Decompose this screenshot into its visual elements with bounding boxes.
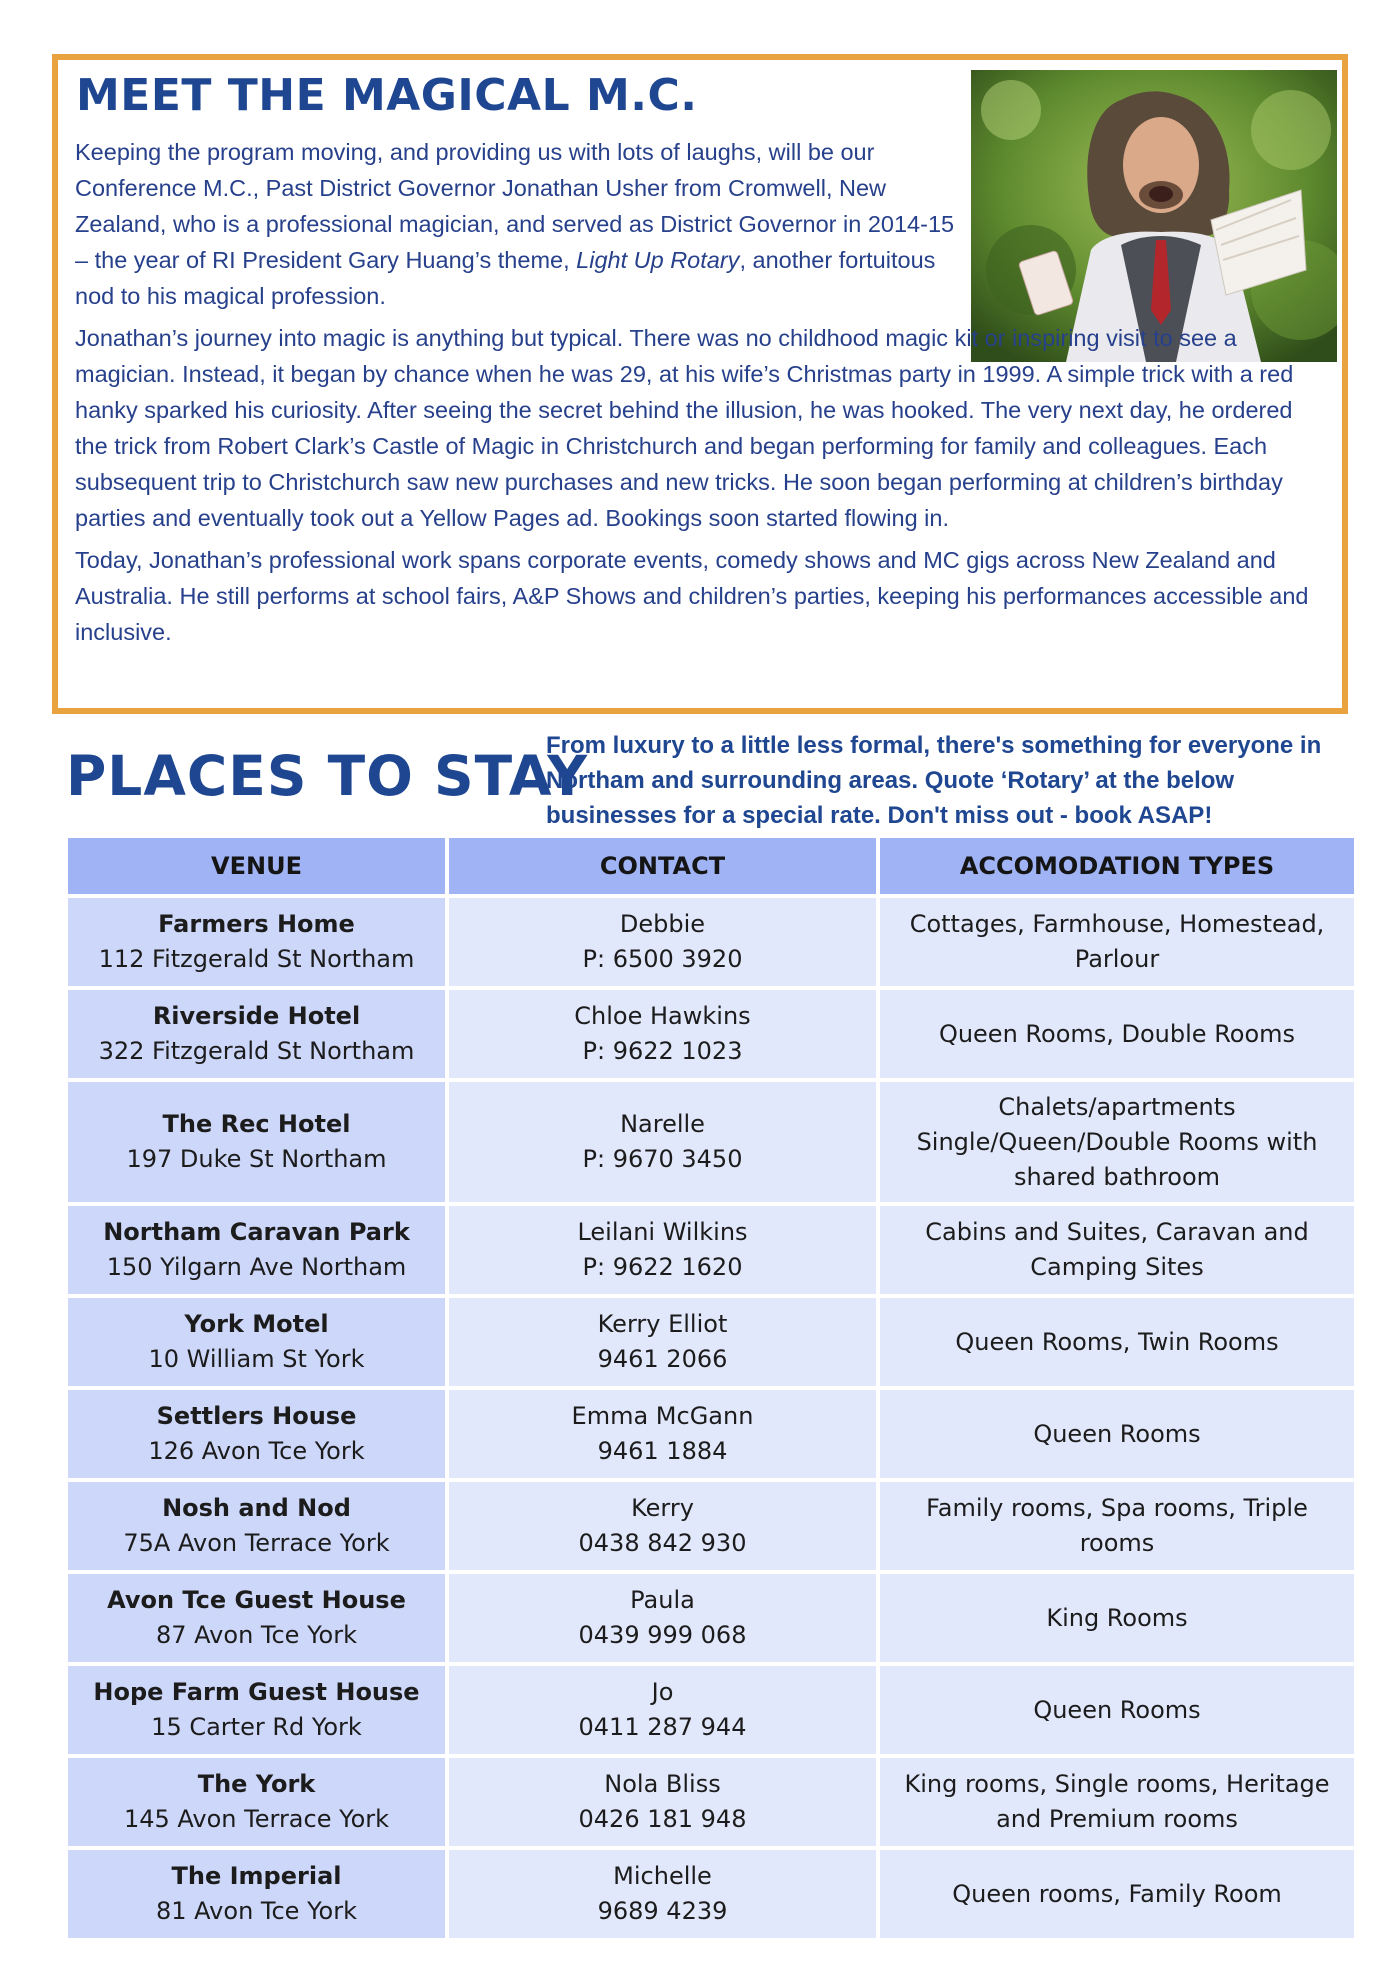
table-row: [68, 1082, 1354, 1202]
mc-p1-tail: , another fortuitous nod to his magical profession.: [75, 247, 936, 309]
contact-cell: [449, 1082, 876, 1202]
venue-cell: [68, 1850, 445, 1938]
contact-cell: [449, 1850, 876, 1938]
venue-address: 145 Avon Terrace York: [123, 1805, 390, 1833]
accommodation-type-line: Queen Rooms: [1033, 1419, 1201, 1448]
accommodation-type-line: Queen Rooms, Twin Rooms: [955, 1327, 1279, 1356]
table-row: [68, 1206, 1354, 1294]
mc-body: [75, 134, 1315, 650]
contact-phone: 0438 842 930: [578, 1529, 747, 1557]
contact-name: Nola Bliss: [604, 1770, 721, 1798]
venue-name: Northam Caravan Park: [103, 1218, 410, 1246]
venue-address: 87 Avon Tce York: [156, 1621, 357, 1649]
contact-name: Kerry: [631, 1494, 694, 1522]
table-row: [68, 1482, 1354, 1570]
venue-name: Farmers Home: [158, 910, 355, 938]
mc-paragraph-3: Today, Jonathan’s professional work spans corporate events, comedy shows and MC gigs across New Zealand and Australia. He still performs at school fairs, A&P Shows and children’s parties, keeping his performances accessible and inclusive.: [75, 547, 1309, 645]
venue-cell: [68, 1206, 445, 1294]
contact-phone: P: 9622 1023: [582, 1037, 743, 1065]
types-cell: [880, 1758, 1354, 1846]
venue-cell: [68, 1390, 445, 1478]
mc-paragraph-2: Jonathan’s journey into magic is anything but typical. There was no childhood magic kit or inspiring visit to see a magician. Instead, it began by chance when he was 29, at his wife’s Christmas party in 1999. A simple trick with a red hanky sparked his curiosity. After seeing the secret behind the illusion, he was hooked. The very next day, he ordered the trick from Robert Clark’s Castle of Magic in Christchurch and began performing for family and colleagues. Each subsequent trip to Christchurch saw new purchases and new tricks. He soon began performing at children’s birthday parties and eventually took out a Yellow Pages ad. Bookings soon started flowing in.: [75, 325, 1294, 531]
contact-phone: 9689 4239: [597, 1897, 728, 1925]
accommodation-type-line: and Premium rooms: [996, 1805, 1238, 1833]
types-cell: [880, 898, 1354, 986]
accommodation-type-line: shared bathroom: [1013, 1162, 1221, 1191]
contact-cell: [449, 1482, 876, 1570]
contact-cell: [449, 898, 876, 986]
contact-column-header: CONTACT: [449, 838, 876, 894]
accommodation-type-line: Parlour: [1074, 945, 1160, 973]
venue-address: 197 Duke St Northam: [126, 1145, 387, 1173]
venue-address: 81 Avon Tce York: [156, 1897, 357, 1925]
venue-address: 112 Fitzgerald St Northam: [98, 945, 415, 973]
mc-paragraph-1: [75, 134, 965, 314]
table-row: [68, 1758, 1354, 1846]
venue-cell: [68, 1298, 445, 1386]
venue-name: The Imperial: [171, 1862, 342, 1890]
accommodation-type-line: Queen rooms, Family Room: [952, 1879, 1282, 1908]
accommodation-type-line: Chalets/apartments: [998, 1092, 1236, 1121]
contact-name: Paula: [630, 1586, 695, 1614]
types-cell: [880, 1482, 1354, 1570]
accommodation-type-line: Camping Sites: [1030, 1253, 1204, 1281]
table-row: [68, 1850, 1354, 1938]
venue-name: Avon Tce Guest House: [107, 1586, 406, 1614]
mc-title: MEET THE MAGICAL M.C.: [76, 70, 698, 121]
table-row: [68, 898, 1354, 986]
accommodation-type-line: Queen Rooms, Double Rooms: [938, 1019, 1296, 1048]
venue-name: Nosh and Nod: [162, 1494, 351, 1522]
venue-cell: [68, 1574, 445, 1662]
accommodation-type-line: Single/Queen/Double Rooms with: [916, 1127, 1318, 1156]
contact-phone: 9461 2066: [597, 1345, 728, 1373]
accommodation-type-line: Cottages, Farmhouse, Homestead,: [909, 910, 1325, 938]
contact-cell: [449, 990, 876, 1078]
contact-phone: 9461 1884: [597, 1437, 728, 1465]
types-cell: [880, 1082, 1354, 1202]
venue-column-header: VENUE: [68, 838, 445, 894]
table-row: [68, 1390, 1354, 1478]
accommodation-type-line: Cabins and Suites, Caravan and: [925, 1218, 1309, 1246]
accommodation-type-line: rooms: [1079, 1529, 1155, 1557]
contact-cell: [449, 1574, 876, 1662]
types-cell: [880, 1206, 1354, 1294]
venue-name: The York: [197, 1770, 316, 1798]
venue-address: 126 Avon Tce York: [148, 1437, 365, 1465]
table-row: [68, 990, 1354, 1078]
types-cell: [880, 990, 1354, 1078]
venue-name: The Rec Hotel: [162, 1110, 351, 1138]
contact-name: Michelle: [613, 1862, 712, 1890]
contact-name: Debbie: [619, 910, 706, 938]
types-cell: [880, 1666, 1354, 1754]
accommodation-table: [64, 834, 1358, 1942]
accommodation-type-line: King Rooms: [1046, 1603, 1188, 1632]
venue-cell: [68, 1666, 445, 1754]
contact-phone: P: 9622 1620: [582, 1253, 743, 1281]
venue-name: Hope Farm Guest House: [93, 1678, 420, 1706]
venue-cell: [68, 1482, 445, 1570]
venue-address: 15 Carter Rd York: [151, 1713, 362, 1741]
contact-phone: 0411 287 944: [578, 1713, 747, 1741]
contact-name: Emma McGann: [571, 1402, 754, 1430]
mc-p1-text: Keeping the program moving, and providing us with lots of laughs, will be our Conference M.C., Past District Governor Jonathan Usher from Cromwell, New Zealand, who is a professional magician, and served as District Governor in 2014-15 – the year of RI President Gary Huang’s theme,: [75, 139, 955, 273]
venue-name: York Motel: [184, 1310, 329, 1338]
venue-address: 10 William St York: [148, 1345, 365, 1373]
contact-name: Jo: [651, 1678, 674, 1706]
types-column-header: ACCOMODATION TYPES: [880, 838, 1354, 894]
contact-phone: P: 6500 3920: [582, 945, 743, 973]
venue-address: 75A Avon Terrace York: [123, 1529, 390, 1557]
types-cell: [880, 1850, 1354, 1938]
table-header-row: [68, 838, 1354, 894]
types-cell: [880, 1298, 1354, 1386]
types-cell: [880, 1574, 1354, 1662]
accommodation-type-line: Family rooms, Spa rooms, Triple: [926, 1494, 1308, 1522]
contact-name: Leilani Wilkins: [577, 1218, 748, 1246]
contact-cell: [449, 1666, 876, 1754]
table-row: [68, 1298, 1354, 1386]
contact-name: Kerry Elliot: [597, 1310, 728, 1338]
table-row: [68, 1574, 1354, 1662]
venue-address: 322 Fitzgerald St Northam: [98, 1037, 415, 1065]
table-row: [68, 1666, 1354, 1754]
contact-name: Chloe Hawkins: [574, 1002, 751, 1030]
venue-name: Settlers House: [156, 1402, 357, 1430]
mc-section: [52, 54, 1348, 714]
venue-cell: [68, 1758, 445, 1846]
venue-cell: [68, 990, 445, 1078]
places-to-stay-intro: From luxury to a little less formal, there's something for everyone in Northam and surrounding areas. Quote ‘Rotary’ at the below businesses for a special rate. Don't miss out - book ASAP!: [546, 732, 1322, 829]
venue-cell: [68, 898, 445, 986]
contact-cell: [449, 1298, 876, 1386]
venue-cell: [68, 1082, 445, 1202]
contact-phone: P: 9670 3450: [582, 1145, 743, 1173]
venue-address: 150 Yilgarn Ave Northam: [106, 1253, 407, 1281]
contact-phone: 0439 999 068: [578, 1621, 747, 1649]
contact-phone: 0426 181 948: [578, 1805, 747, 1833]
venue-name: Riverside Hotel: [152, 1002, 361, 1030]
contact-cell: [449, 1206, 876, 1294]
contact-name: Narelle: [620, 1110, 705, 1138]
table-body: [68, 898, 1354, 1938]
contact-cell: [449, 1390, 876, 1478]
accommodation-type-line: Queen Rooms: [1033, 1695, 1201, 1724]
types-cell: [880, 1390, 1354, 1478]
mc-p1-theme: Light Up Rotary: [576, 247, 740, 273]
contact-cell: [449, 1758, 876, 1846]
accommodation-type-line: King rooms, Single rooms, Heritage: [904, 1770, 1330, 1798]
places-to-stay-title: PLACES TO STAY: [66, 744, 589, 808]
